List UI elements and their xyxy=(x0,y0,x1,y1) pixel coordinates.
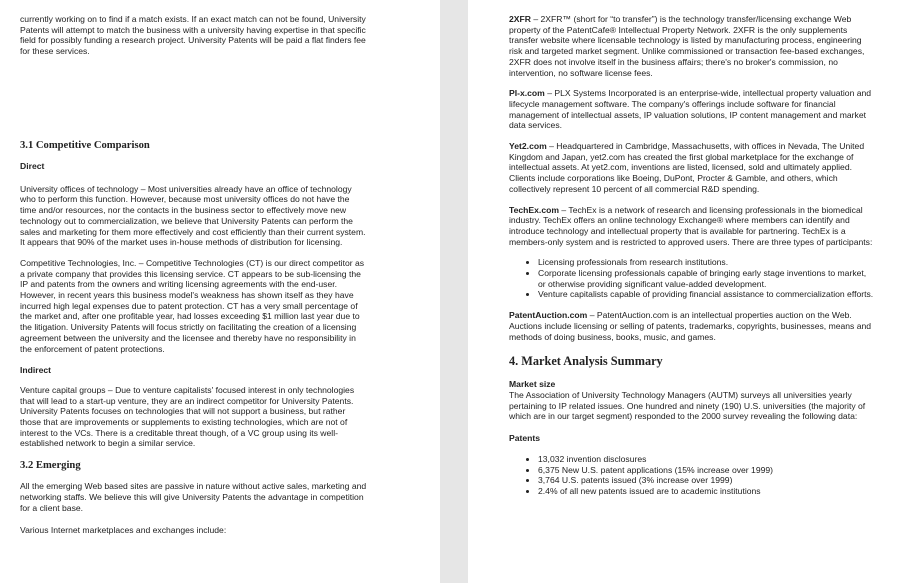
entry-patentauction: PatentAuction.com – PatentAuction.com is an intellectual properties auction on the Web. Auctions include licensing or selling of patents, trademarks, copyrights, businesses, means and methods of doing business, books, music, and games. xyxy=(509,310,872,342)
patents-subheading: Patents xyxy=(509,433,541,444)
list-item: • 6,375 New U.S. patent applications (15% increase over 1999) xyxy=(538,465,875,476)
entry-plx: PI-x.com – PLX Systems Incorporated is an enterprise-wide, intellectual property valuation and lifecycle management software. The company's offerings include software for financial management of intellectual assets, IP valuation solutions, IP content management and market data services. xyxy=(509,88,872,131)
entry-yet2: Yet2.com – Headquartered in Cambridge, Massachusetts, with offices in Nevada, The United Kingdom and Japan, yet2.com has created the first global marketplace for the exchange of intellectual assets. At yet2.com, inventions are listed, licensed, sold and ultimately applied. Clients include corporations like Boeing, DuPont, Procter & Gamble, and others, which collectively represent 10 percent of all commercial R&D spending. xyxy=(509,141,865,194)
entry-yet2-name: Yet2.com xyxy=(509,141,547,152)
emerging-paragraph: All the emerging Web based sites are passive in nature without active sales, marketing and networking staffs. We believe this will give University Patents the advantage in competition for a client base. xyxy=(20,481,367,513)
list-item: • Corporate licensing professionals capable of bringing early stage inventions to market, or otherwise providing significant value-added development. xyxy=(538,268,875,289)
right-page xyxy=(468,0,909,583)
entry-2xfr: 2XFR – 2XFR™ (short for “to transfer”) is the technology transfer/licensing exchange Web property of the PatentCafe® Intellectual Property Network. 2XFR is the only supplements transfer website where licensable technology is listed by manufacturing process, engineering risk and targeted market segment. Unlike commissioned or transaction fee-based exchanges, 2XFR does not involve itself in the business affairs; there's no broker's commission, no intervention, no software license fees. xyxy=(509,14,865,78)
list-item: • 2.4% of all new patents issued are to academic institutions xyxy=(538,486,875,497)
entry-techex: TechEx.com – TechEx is a network of research and licensing professionals in the biomedical industry. TechEx offers an online technology Exchange® where members can identify and introduce technology and intellectual property that is available for partnering. TechEx is a members-only system and is restricted to approved users. There are three types of participants: xyxy=(509,204,873,247)
participants-list xyxy=(509,257,875,300)
left-page xyxy=(0,0,440,583)
left-top-block xyxy=(20,14,368,57)
continuation-paragraph: currently working on to find if a match exists. If an exact match can not be found, University Patents will attempt to match the business with a university having expertise in that specific field for possibly funding a research project. University Patents will be paid a flat finders fee for these services. xyxy=(20,14,366,57)
indirect-paragraph: Venture capital groups – Due to venture capitalists' focused interest in only technologies that will lead to a start-up venture, they are an indirect competitor for University Patents. University Patents focuses on technologies that will not support a business, but rather those that are improvements or supplements to existing technologies, which are not of interest to the VCs. There is a creditable threat though, of a VC group using its well-established network to begin a similar service. xyxy=(20,384,355,449)
market-size-subheading: Market size xyxy=(509,379,556,390)
direct-paragraph-2: Competitive Technologies, Inc. – Competitive Technologies (CT) is our direct competitor as a private company that provides this licensing service. CT appears to be sub-licensing the IP and patents from the owners and writing licensing agreements with the end-user. However, in recent years this business model's weakness has shown itself as they have incurred high legal expenses due to patent protection. CT has a very small percentage of the market and, after one profitable year, had losses exceeding $1 million last year due to the litigation. University Patents will focus strictly on facilitating the creation of a licensing agreement between the university and the licensee and thereby have no responsibility in the enforcement of patent protections. xyxy=(20,257,365,354)
list-item: • 13,032 invention disclosures xyxy=(538,454,875,465)
right-main-block xyxy=(509,14,875,497)
entry-2xfr-name: 2XFR xyxy=(509,14,531,24)
direct-paragraph-1: University offices of technology – Most universities already have an office of technology who to perform this function. However, because most university offices do not have the time and/or resources, nor the contacts in the business sector to effectively move new technology out to commercialization, we believe that University Patents can perform the sales and marketing for them more effectively and cost efficiently than their current system. It appears that 90% of the market uses in-house methods of distribution for licensing. xyxy=(20,183,366,248)
indirect-subheading: Indirect xyxy=(20,365,52,376)
marketplaces-intro: Various Internet marketplaces and exchanges include: xyxy=(20,525,227,536)
section-3-1-heading: 3.1 Competitive Comparison xyxy=(20,140,150,151)
patents-list xyxy=(509,454,875,497)
entry-plx-name: PI-x.com xyxy=(509,88,545,99)
list-item: • 3,764 U.S. patents issued (3% increase over 1999) xyxy=(538,475,875,486)
entry-techex-name: TechEx.com xyxy=(509,204,559,215)
list-item: • Licensing professionals from research institutions. xyxy=(538,257,875,268)
entry-patentauction-name: PatentAuction.com xyxy=(509,310,588,321)
left-main-block xyxy=(20,139,368,536)
direct-subheading: Direct xyxy=(20,161,45,171)
section-3-2-heading: 3.2 Emerging xyxy=(20,460,81,472)
section-4-heading: 4. Market Analysis Summary xyxy=(509,354,663,369)
list-item: • Venture capitalists capable of providing financial assistance to commercialization efforts. xyxy=(538,289,875,300)
market-size-paragraph: The Association of University Technology Managers (AUTM) surveys all universities yearly pertaining to IP related issues. One hundred and ninety (190) U.S. universities (the majority of which are in our target segment) responded to the 2000 survey revealing the following data: xyxy=(509,389,866,422)
